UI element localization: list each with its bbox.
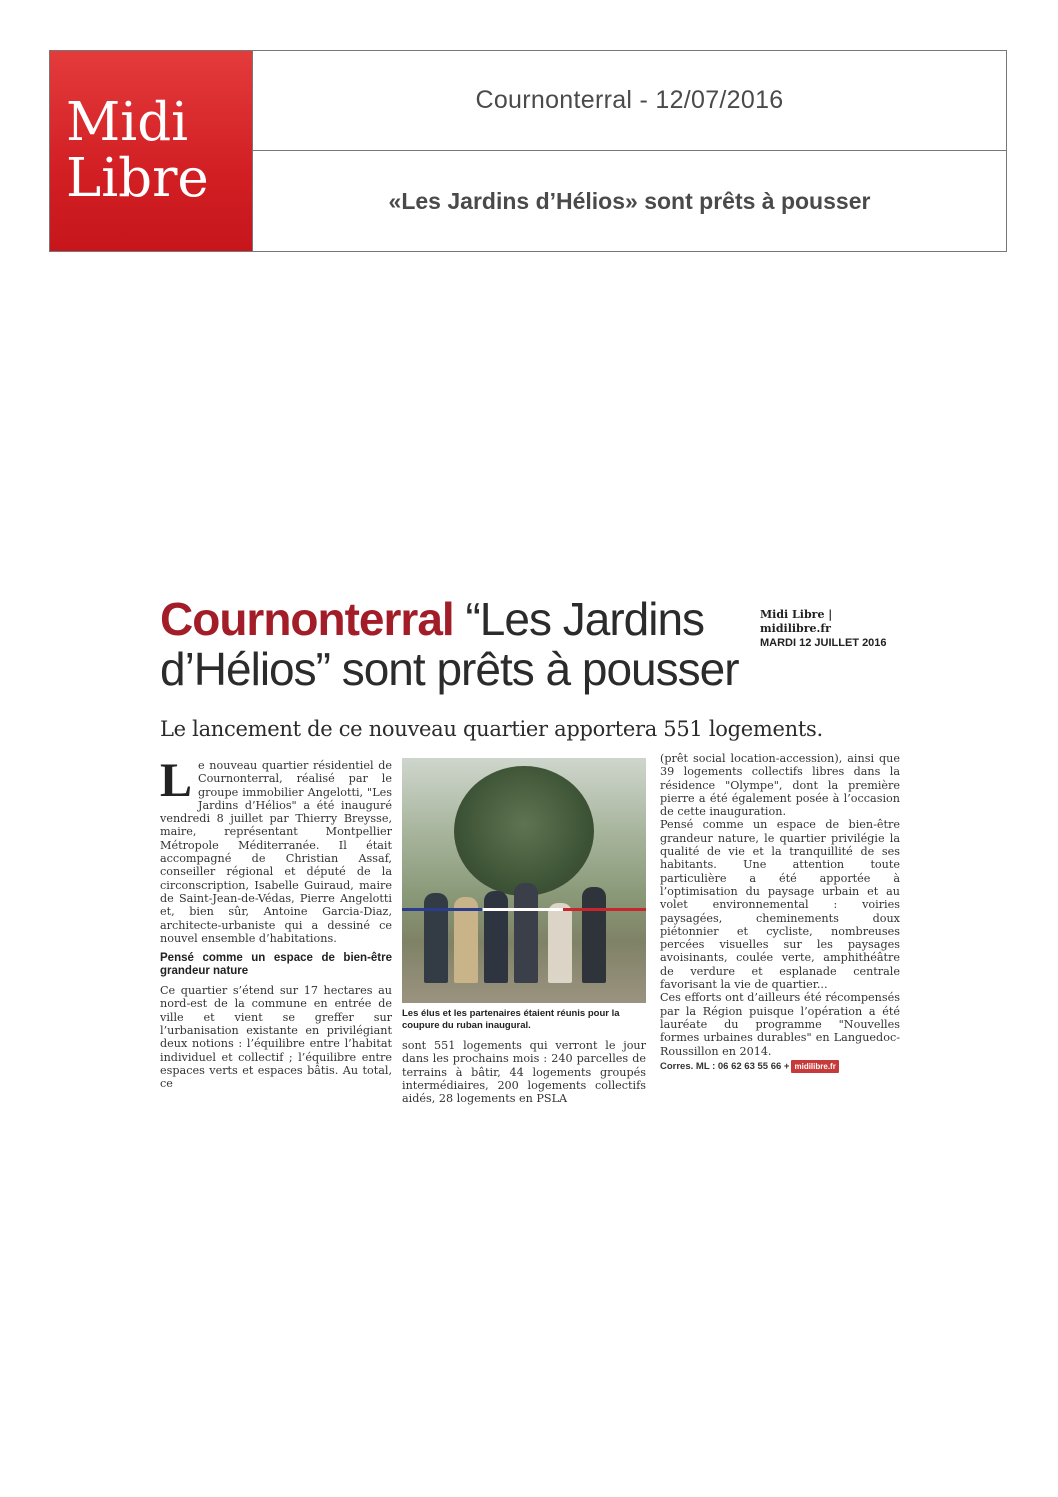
logo-line-1: Midi [66,92,189,153]
correspondent-contact [660,1060,900,1073]
person-shape [514,883,538,983]
article-column-1 [160,754,392,1091]
drop-cap: L [160,754,193,807]
person-shape [582,887,606,983]
article-column-2 [402,1039,646,1105]
article-column-3 [660,752,900,1073]
person-shape [484,891,508,983]
photo-caption: Les élus et les partenaires étaient réunis pour la coupure du ruban inaugural. [402,1008,620,1031]
paragraph: Ce quartier s’étend sur 17 hectares au nord-est de la commune en entrée de ville et vient se greffer sur l’urbanisation existante en privilégiant deux notions : l’équilibre entre l’habitat individuel et collectif ; l’équilibre entre espaces verts et espaces bâtis. Au total, ce [160,984,392,1091]
paragraph: Pensé comme un espace de bien-être grandeur nature, le quartier privilégie la qualité de vie et la tranquillité de ses habitants. Une attention toute particulière a été apportée à l’optimisation du paysage urbain et au volet environnemental : voiries paysagées, cheminements doux piétonnier et cycliste, nombreuses percées visuelles sur les paysages avoisinants, coulée verte, amphithéâtre de verdure et esplanade centrale favorisant la vie de quartier... [660,818,900,992]
header-info [253,51,1006,251]
paragraph: (prêt social location-accession), ainsi que 39 logements collectifs libres dans la résidence "Olympe", dont la première pierre a été également posée à l’occasion de cette inauguration. [660,752,900,819]
article-subhead: Le lancement de ce nouveau quartier apportera 551 logements. [160,717,823,741]
newspaper-masthead [760,608,900,650]
headline-place: Cournonterral [160,593,454,645]
person-shape [548,903,572,983]
press-clipping-header [49,50,1007,252]
headline-text: “Les Jardins d’Hélios” sont prêts à pousser [160,593,739,695]
paragraph-text: e nouveau quartier résidentiel de Cournonterral, réalisé par le groupe immobilier Angelotti, "Les Jardins d’Hélios" a été inauguré vendredi 8 juillet par Thierry Breysse, maire, représentant Montpellier Métropole Méditerranée. Il était accompagné de Christian Assaf, conseiller régional et député de la circonscription, Isabelle Guiraud, maire de Saint-Jean-de-Védas, Pierre Angelotti et, bien sûr, Antoine Garcia-Diaz, architecte-urbaniste qui a dessiné ce nouvel ensemble d’habitations. [160,759,392,945]
article-clipping [160,592,900,1172]
inaugural-ribbon [402,908,646,911]
article-photo [402,758,646,1003]
article-subtitle: Pensé comme un espace de bien-être grandeur nature [160,952,392,978]
clipping-title: «Les Jardins d’Hélios» sont prêts à pousser [388,187,871,214]
publication-date: MARDI 12 JUILLET 2016 [760,637,887,649]
source-date: Cournonterral - 12/07/2016 [253,51,1006,151]
person-shape [424,893,448,983]
contact-text: Corres. ML : 06 62 63 55 66 + [660,1060,790,1072]
midi-libre-logo [50,51,253,251]
logo-line-2: Libre [66,148,209,209]
contact-tag: midilibre.fr [791,1060,838,1073]
paragraph: sont 551 logements qui verront le jour dans les prochains mois : 240 parcelles de terrains à bâtir, 44 logements groupés intermédiaires, 200 logements collectifs aidés, 28 logements en PSLA [402,1039,646,1106]
masthead-name: Midi Libre | midilibre.fr [760,608,833,635]
article-headline [160,594,755,694]
paragraph: Ces efforts ont d’ailleurs été récompensés par la Région puisque l’opération a été lauréate du programme "Nouvelles formes urbaines durables" en Languedoc-Roussillon en 2014. [660,991,900,1058]
paragraph [160,754,392,945]
olive-tree-shape [454,766,594,896]
